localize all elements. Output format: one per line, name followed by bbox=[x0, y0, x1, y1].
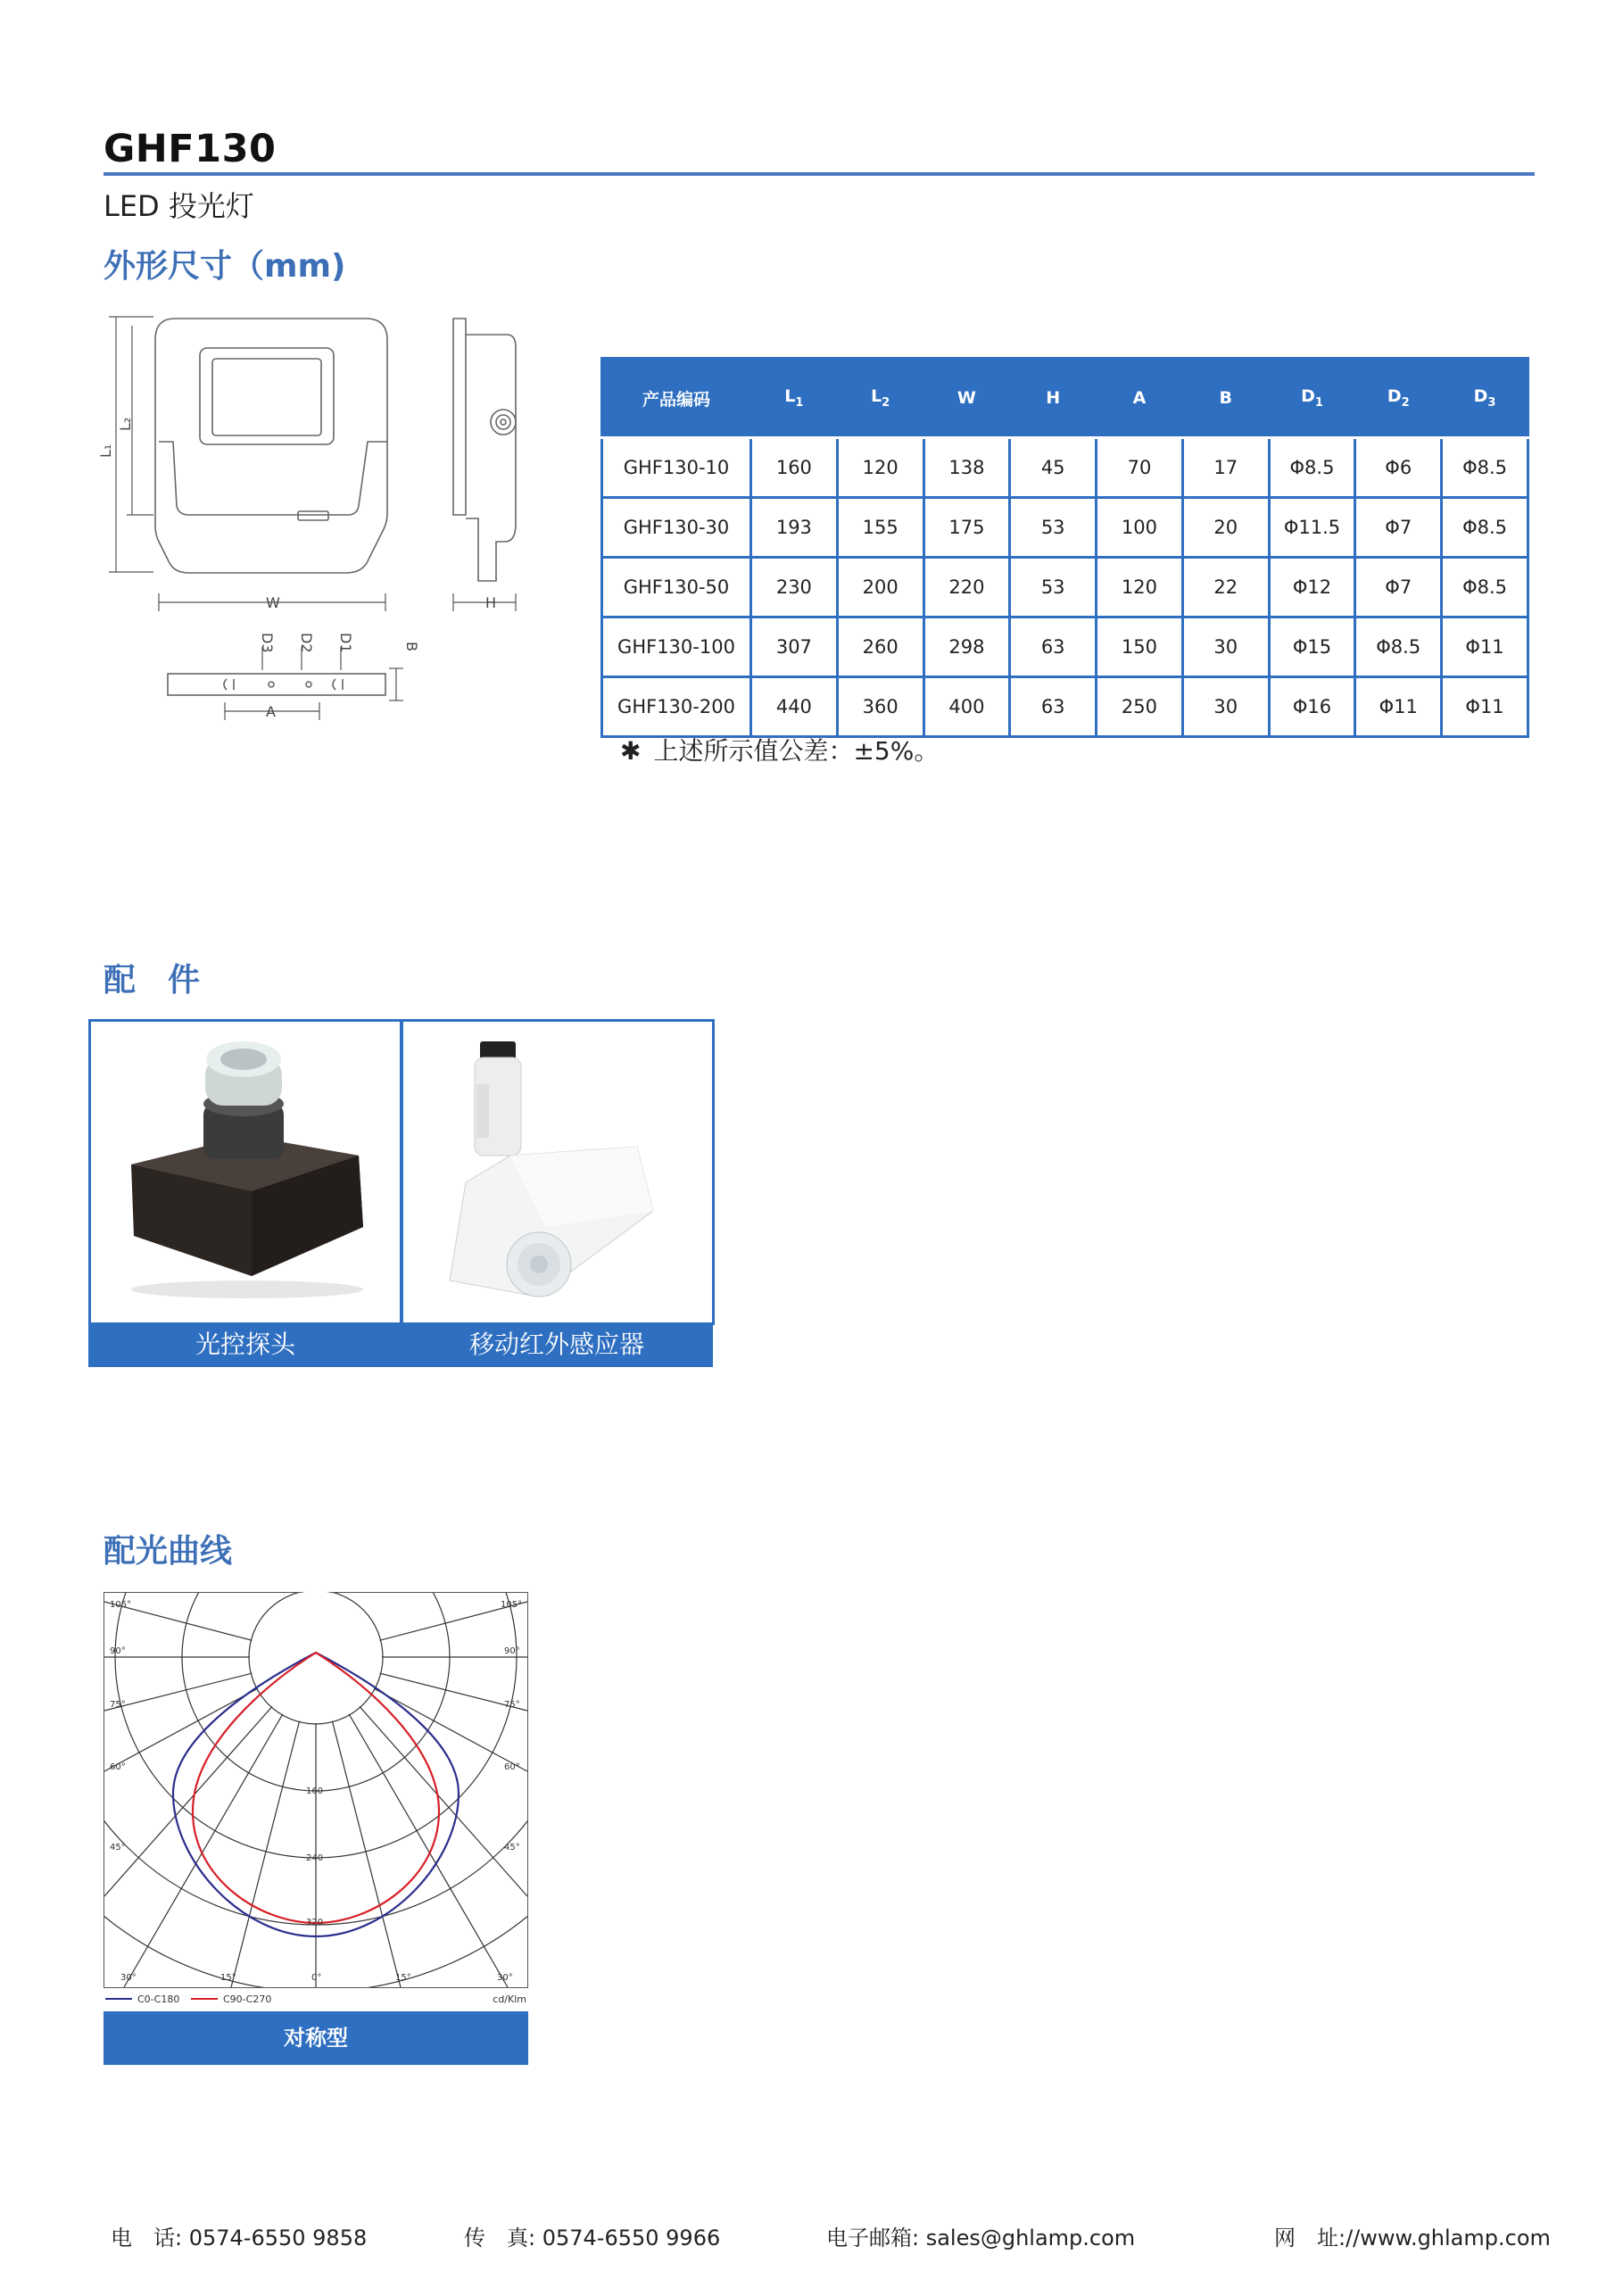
table-cell: 360 bbox=[837, 677, 923, 737]
table-cell: 175 bbox=[923, 498, 1010, 558]
table-cell: 150 bbox=[1097, 618, 1183, 677]
side-view-outline bbox=[453, 319, 466, 515]
pir-sensor-image bbox=[401, 1019, 715, 1325]
table-cell: 20 bbox=[1182, 498, 1269, 558]
col-d3-header: $D_3$ bbox=[1442, 359, 1528, 438]
table-cell: Φ15 bbox=[1269, 618, 1355, 677]
table-row bbox=[602, 618, 1528, 677]
table-cell: Φ7 bbox=[1355, 498, 1442, 558]
label-d3: D3 bbox=[259, 633, 276, 653]
col-l1-header: $L_1$ bbox=[751, 359, 838, 438]
product-title: GHF130 bbox=[104, 127, 277, 171]
table-cell: Φ8.5 bbox=[1442, 438, 1528, 498]
table-cell: 63 bbox=[1010, 618, 1097, 677]
table-cell: Φ8.5 bbox=[1442, 558, 1528, 618]
table-cell: 120 bbox=[1097, 558, 1183, 618]
chart-unit: cd/Klm bbox=[493, 1993, 526, 2005]
table-row bbox=[602, 498, 1528, 558]
table-cell: 100 bbox=[1097, 498, 1183, 558]
footer-website[interactable]: 网 址://www.ghlamp.com bbox=[1274, 2226, 1551, 2250]
table-cell: Φ8.5 bbox=[1269, 438, 1355, 498]
angle-label-75-right: 75° bbox=[504, 1700, 520, 1710]
table-cell: Φ12 bbox=[1269, 558, 1355, 618]
angle-label-15-bottom-right: 15° bbox=[395, 1973, 411, 1983]
table-cell: Φ6 bbox=[1355, 438, 1442, 498]
asterisk-icon: ✱ bbox=[620, 736, 642, 766]
label-l2: L₂ bbox=[117, 417, 134, 431]
radial-label-240: 240 bbox=[306, 1853, 324, 1863]
table-cell: 440 bbox=[751, 677, 838, 737]
footer-fax: 传 真: 0574-6550 9966 bbox=[464, 2226, 721, 2250]
radial-label-160: 160 bbox=[306, 1786, 324, 1796]
table-cell: 45 bbox=[1010, 438, 1097, 498]
col-l2-header: $L_2$ bbox=[837, 359, 923, 438]
bracket-view bbox=[168, 674, 385, 695]
photocell-image bbox=[88, 1019, 402, 1325]
light-distribution-chart bbox=[104, 1592, 528, 1988]
footer-email[interactable]: 电子邮箱: sales@ghlamp.com bbox=[826, 2226, 1136, 2250]
radial-label-320: 320 bbox=[306, 1918, 324, 1927]
accessory-label-photocell: 光控探头 bbox=[88, 1322, 402, 1367]
table-cell: GHF130-10 bbox=[602, 438, 751, 498]
front-view-outline bbox=[155, 319, 387, 573]
table-cell: Φ8.5 bbox=[1355, 618, 1442, 677]
col-h-header: H bbox=[1010, 359, 1097, 438]
label-d2: D2 bbox=[298, 633, 315, 653]
footer-phone: 电 话: 0574-6550 9858 bbox=[111, 2226, 368, 2250]
angle-label-90-left: 90° bbox=[110, 1646, 126, 1656]
label-b: B bbox=[403, 642, 420, 651]
table-cell: 138 bbox=[923, 438, 1010, 498]
light-curve-heading: 配光曲线 bbox=[104, 1533, 233, 1570]
accessory-label-pir: 移动红外感应器 bbox=[401, 1322, 713, 1367]
table-cell: 250 bbox=[1097, 677, 1183, 737]
angle-label-30-bottom-right: 30° bbox=[497, 1973, 513, 1983]
col-d1-header: $D_1$ bbox=[1269, 359, 1355, 438]
table-cell: 220 bbox=[923, 558, 1010, 618]
table-cell: 307 bbox=[751, 618, 838, 677]
table-cell: 260 bbox=[837, 618, 923, 677]
table-cell: Φ16 bbox=[1269, 677, 1355, 737]
spec-table-header bbox=[602, 359, 1528, 438]
col-w-header: W bbox=[923, 359, 1010, 438]
table-cell: Φ11.5 bbox=[1269, 498, 1355, 558]
accessories-heading: 配 件 bbox=[104, 962, 201, 999]
col-d2-header: $D_2$ bbox=[1355, 359, 1442, 438]
legend-c0-c180: C0-C180 bbox=[137, 1993, 180, 2005]
table-cell: Φ11 bbox=[1355, 677, 1442, 737]
distribution-type-label: 对称型 bbox=[104, 2011, 528, 2065]
table-cell: GHF130-30 bbox=[602, 498, 751, 558]
legend-c90-c270: C90-C270 bbox=[223, 1993, 272, 2005]
table-cell: 400 bbox=[923, 677, 1010, 737]
angle-label-45-right: 45° bbox=[504, 1843, 520, 1853]
table-cell: Φ8.5 bbox=[1442, 498, 1528, 558]
spec-table bbox=[600, 357, 1529, 738]
table-cell: 30 bbox=[1182, 618, 1269, 677]
table-cell: 200 bbox=[837, 558, 923, 618]
table-row bbox=[602, 438, 1528, 498]
title-divider bbox=[104, 172, 1535, 176]
angle-label-15-bottom-left: 15° bbox=[220, 1973, 236, 1983]
table-cell: 193 bbox=[751, 498, 838, 558]
dimension-drawing bbox=[97, 308, 559, 727]
table-cell: 230 bbox=[751, 558, 838, 618]
label-l1: L₁ bbox=[97, 443, 114, 458]
col-a-header: A bbox=[1097, 359, 1183, 438]
label-h: H bbox=[485, 594, 497, 611]
angle-label-60-left: 60° bbox=[110, 1762, 126, 1772]
angle-label-75-left: 75° bbox=[110, 1700, 126, 1710]
label-d1: D1 bbox=[337, 633, 354, 653]
table-cell: Φ7 bbox=[1355, 558, 1442, 618]
col-code-header: 产品编码 bbox=[602, 359, 751, 438]
table-cell: Φ11 bbox=[1442, 618, 1528, 677]
angle-label-45-left: 45° bbox=[110, 1843, 126, 1853]
table-cell: 17 bbox=[1182, 438, 1269, 498]
table-cell: 120 bbox=[837, 438, 923, 498]
label-w: W bbox=[266, 594, 280, 611]
table-cell: 22 bbox=[1182, 558, 1269, 618]
table-cell: Φ11 bbox=[1442, 677, 1528, 737]
table-cell: GHF130-100 bbox=[602, 618, 751, 677]
angle-label-105-left: 105° bbox=[110, 1600, 132, 1610]
table-cell: 298 bbox=[923, 618, 1010, 677]
label-a: A bbox=[266, 703, 276, 720]
table-cell: 70 bbox=[1097, 438, 1183, 498]
table-cell: 63 bbox=[1010, 677, 1097, 737]
table-cell: 155 bbox=[837, 498, 923, 558]
front-view-lens-frame bbox=[200, 348, 334, 444]
angle-label-60-right: 60° bbox=[504, 1762, 520, 1772]
tolerance-text: 上述所示值公差：±5%。 bbox=[653, 736, 940, 766]
angle-label-105-right: 105° bbox=[501, 1600, 523, 1610]
product-subtitle: LED 投光灯 bbox=[104, 189, 254, 223]
col-b-header: B bbox=[1182, 359, 1269, 438]
angle-label-0-bottom: 0° bbox=[311, 1973, 322, 1983]
table-cell: GHF130-200 bbox=[602, 677, 751, 737]
table-cell: 30 bbox=[1182, 677, 1269, 737]
table-cell: 53 bbox=[1010, 558, 1097, 618]
dimensions-heading: 外形尺寸（mm) bbox=[104, 248, 346, 285]
table-row bbox=[602, 558, 1528, 618]
table-cell: 160 bbox=[751, 438, 838, 498]
chart-legend bbox=[104, 1990, 528, 2008]
angle-label-30-bottom-left: 30° bbox=[120, 1973, 137, 1983]
table-row bbox=[602, 677, 1528, 737]
table-cell: 53 bbox=[1010, 498, 1097, 558]
table-cell: GHF130-50 bbox=[602, 558, 751, 618]
angle-label-90-right: 90° bbox=[504, 1646, 520, 1656]
tolerance-note bbox=[620, 732, 939, 767]
